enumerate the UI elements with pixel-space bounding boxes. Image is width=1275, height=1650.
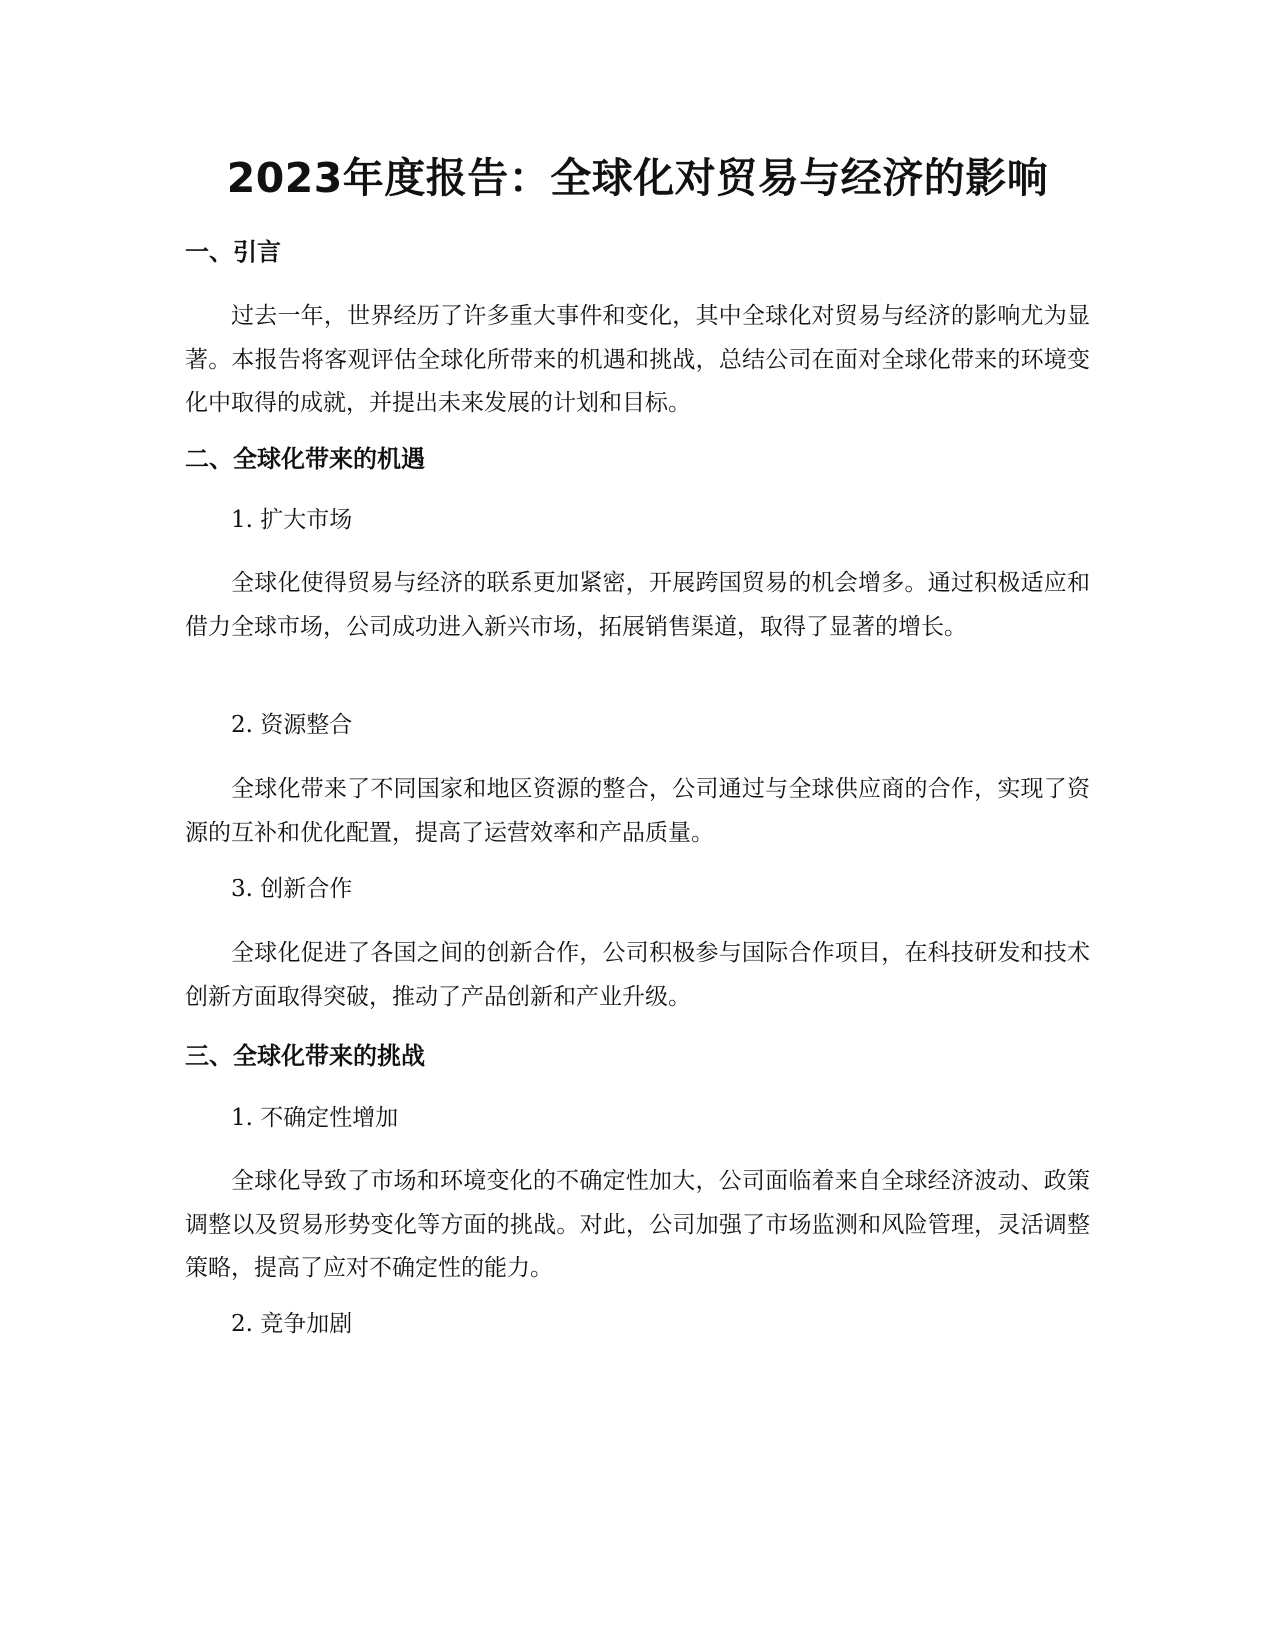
section-heading-challenges: 三、全球化带来的挑战 [185,1042,425,1070]
paragraph-uncertainty: 全球化导致了市场和环境变化的不确定性加大，公司面临着来自全球经济波动、政策调整以及贸易形势变化等方面的挑战。对此，公司加强了市场监测和风险管理，灵活调整策略，提高了应对不确定性的能力。 [185,1168,1090,1281]
subitem-title-innovation-cooperation: 3. 创新合作 [231,876,353,902]
document-title: 2023年度报告：全球化对贸易与经济的影响 [226,154,1049,202]
paragraph-innovation-cooperation: 全球化促进了各国之间的创新合作，公司积极参与国际合作项目，在科技研发和技术创新方面取得突破，推动了产品创新和产业升级。 [185,940,1090,1010]
introduction-paragraph: 过去一年，世界经历了许多重大事件和变化，其中全球化对贸易与经济的影响尤为显著。本报告将客观评估全球化所带来的机遇和挑战，总结公司在面对全球化带来的环境变化中取得的成就，并提出未来发展的计划和目标。 [185,303,1090,416]
subitem-title-resource-integration: 2. 资源整合 [231,712,353,738]
paragraph-expand-market: 全球化使得贸易与经济的联系更加紧密，开展跨国贸易的机会增多。通过积极适应和借力全球市场，公司成功进入新兴市场，拓展销售渠道，取得了显著的增长。 [185,570,1090,640]
subitem-title-competition: 2. 竞争加剧 [231,1311,353,1337]
section-heading-introduction: 一、引言 [185,238,281,266]
section-heading-opportunities: 二、全球化带来的机遇 [185,445,425,473]
paragraph-resource-integration: 全球化带来了不同国家和地区资源的整合，公司通过与全球供应商的合作，实现了资源的互补和优化配置，提高了运营效率和产品质量。 [185,776,1090,846]
subitem-title-uncertainty: 1. 不确定性增加 [231,1105,399,1131]
subitem-title-expand-market: 1. 扩大市场 [231,507,353,533]
document-page [185,150,1090,1337]
